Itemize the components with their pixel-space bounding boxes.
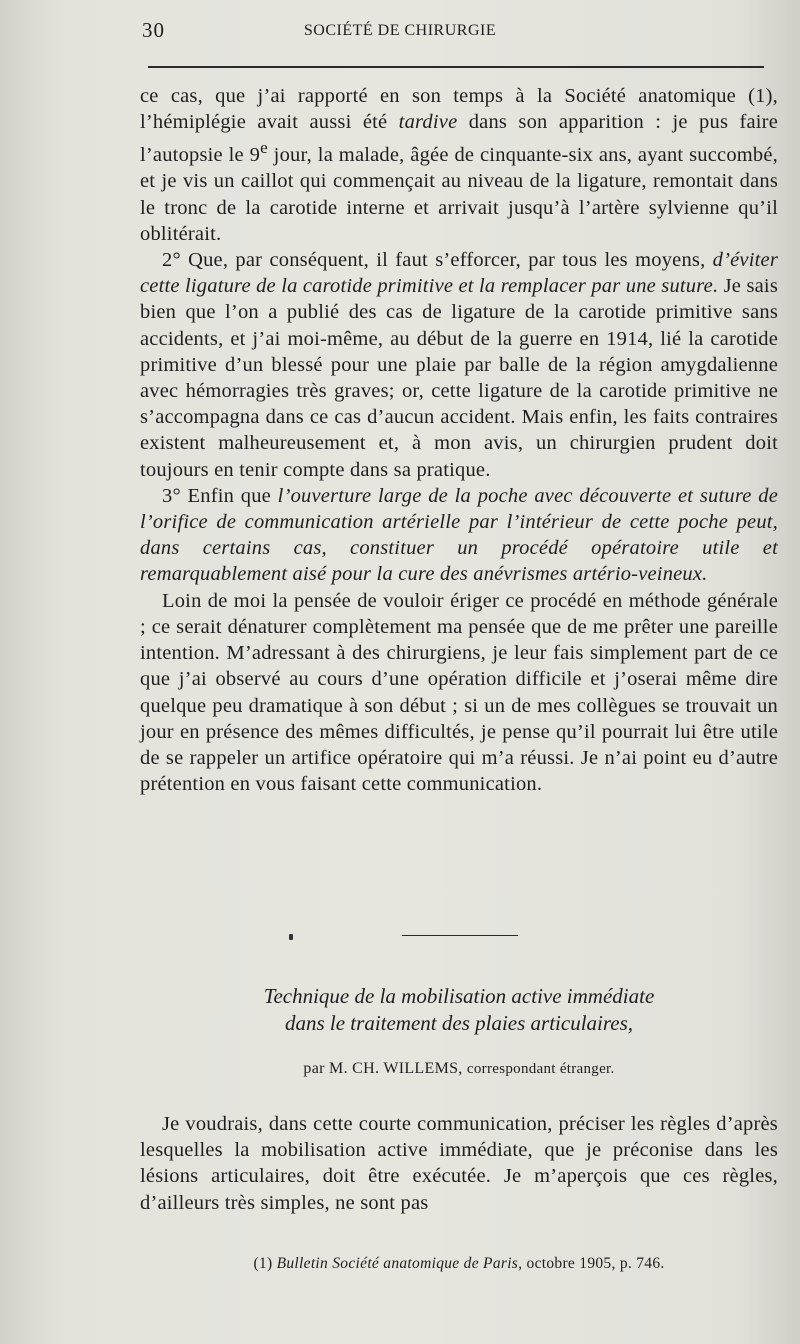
article-title-line-1: Technique de la mobilisation active immédiate	[263, 984, 655, 1008]
paragraph-conclusion: Loin de moi la pensée de vouloir ériger ce procédé en méthode générale ; ce serait dénaturer complètement ma pensée que de me prêter une pareille intention. M’adressant à des chirurgiens, je leur fais simplement part de ce que j’ai observé au cours d’une opération difficile et j’oserai même dire quelque peu dramatique à son début ; si un de mes collègues se trouvait un jour en présence des mêmes difficultés, je pense qu’il pourrait lui être utile de se rappeler un artifice opératoire qui m’a réussi. Je n’ai point eu d’autre prétention en vous faisant cette communication.	[140, 589, 778, 796]
paragraph-continued	[140, 83, 778, 247]
section-separator	[402, 935, 518, 936]
article-body	[140, 1111, 778, 1216]
text-run: 3° Enfin que	[162, 484, 278, 507]
footnote	[140, 1255, 778, 1273]
article-byline	[140, 1060, 778, 1078]
text-run: Je sais bien que l’on a publié des cas de ligature de la carotide primitive sans accidents, et j’ai moi-même, au début de la guerre en 1914, lié la carotide primitive d’un blessé pour une plaie par balle de la région amygdalienne avec hémorragies très graves; or, cette ligature de la carotide primitive ne s’accompagna dans ce cas d’aucun accident. Mais enfin, les faits contraires existent malheureusement et, à mon avis, un chirurgien prudent doit toujours en tenir compte dans sa pratique.	[140, 275, 778, 481]
byline-role: correspondant étranger.	[466, 1061, 615, 1077]
footnote-marker: (1)	[253, 1255, 273, 1272]
ink-speck	[289, 934, 293, 940]
text-run: ce cas, que j’ai rapporté en son temps à la Société anatomique (1), l’hémiplégie avait aussi été	[140, 85, 778, 134]
header-rule	[148, 66, 764, 68]
paragraph-point-2	[140, 247, 778, 483]
byline-author: par M. CH. WILLEMS,	[303, 1060, 463, 1077]
running-header	[0, 18, 800, 48]
emphasis: l’ouverture large de la poche avec découverte et suture de l’orifice de communication artérielle par l’intérieur de cette poche peut, dans certains cas, constituer un procédé opératoire utile et remarquablement aisé pour la cure des anévrismes artério-veineux.	[140, 484, 778, 586]
running-title: SOCIÉTÉ DE CHIRURGIE	[303, 22, 497, 39]
article-title	[140, 983, 778, 1037]
text-run: jour, la malade, âgée de cinquante-six ans, ayant succombé, et je vis un caillot qui commençait au niveau de la ligature, remontait dans le tronc de la carotide interne et arrivait jusqu’à l’artère sylvienne qu’il oblitérait.	[140, 144, 778, 245]
article-intro-paragraph: Je voudrais, dans cette courte communication, préciser les règles d’après lesquelles la mobilisation active immédiate, que je préconise dans les lésions articulaires, doit être exécutée. Je m’aperçois que ces règles, d’ailleurs très simples, ne sont pas	[140, 1113, 778, 1214]
footnote-source: Bulletin Société anatomique de Paris,	[276, 1255, 523, 1272]
main-text	[140, 83, 778, 797]
emphasis: d’éviter cette ligature de la carotide primitive et la remplacer par une suture.	[140, 249, 778, 298]
superscript: e	[260, 138, 268, 158]
footnote-date: octobre 1905, p. 746.	[526, 1255, 665, 1272]
text-run: 2° Que, par conséquent, il faut s’efforcer, par tous les moyens,	[162, 249, 713, 272]
page-number: 30	[142, 18, 165, 42]
article-title-line-2: dans le traitement des plaies articulaires,	[284, 1011, 634, 1035]
text-run: dans son apparition : je pus faire l’autopsie le 9	[140, 111, 778, 167]
paragraph-point-3	[140, 483, 778, 588]
emphasis: tardive	[398, 111, 458, 134]
